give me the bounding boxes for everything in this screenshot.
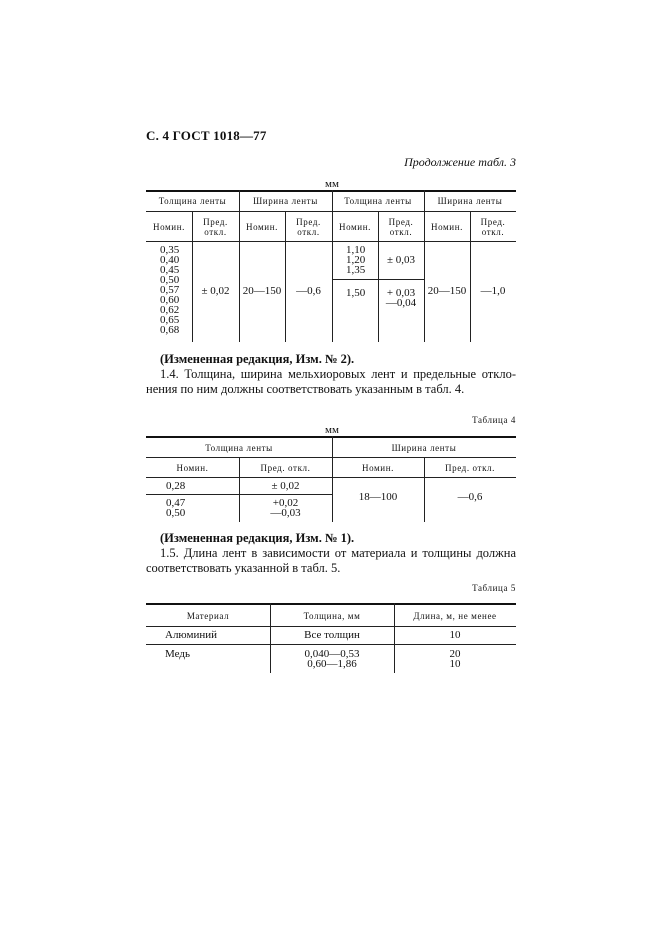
t5-row2-length: 20 10 xyxy=(449,648,461,670)
t5-h-material: Материал xyxy=(186,611,230,621)
t3-group-thickness-2: Толщина ленты xyxy=(344,196,412,206)
t3-h-dev-4: Пред. откл. xyxy=(480,217,506,237)
t5-row2-thickness: 0,040—0,53 0,60—1,86 xyxy=(304,648,360,670)
t3-right-width: 20—150 xyxy=(427,285,467,297)
t4-h-nom: Номин. xyxy=(176,463,209,473)
t4-row1-dev: ± 0,02 xyxy=(271,480,300,492)
amendment-note-1: (Измененная редакция, Изм. № 1). xyxy=(160,531,355,545)
t4-h-nom2: Номин. xyxy=(361,463,394,473)
paragraph-1-4: 1.4. Толщина, ширина мельхиоровых лент и предельные отклонения по ним должны соответствовать указанным в табл. 4. xyxy=(146,367,516,396)
t3-right-thickness-b: 1,50 xyxy=(346,287,366,299)
t3-h-dev-3: Пред. откл. xyxy=(388,217,414,237)
table-3-unit: мм xyxy=(325,178,339,190)
t4-row2-nom: 0,47 0,50 xyxy=(166,497,186,519)
t5-row1-length: 10 xyxy=(449,629,461,641)
t3-h-nom-2: Номин. xyxy=(245,222,278,232)
t3-left-width-dev: —0,6 xyxy=(296,285,321,297)
amendment-note-2: (Измененная редакция, Изм. № 2). xyxy=(160,352,355,366)
table-5-caption: Таблица 5 xyxy=(472,583,516,593)
t3-h-nom-1: Номин. xyxy=(152,222,185,232)
t4-h-dev: Пред. откл. xyxy=(260,463,311,473)
t5-row2-material: Медь xyxy=(165,648,190,660)
page-header: С. 4 ГОСТ 1018—77 xyxy=(146,128,267,143)
t3-h-nom-3: Номин. xyxy=(338,222,371,232)
t5-h-length: Длина, м, не менее xyxy=(413,611,497,621)
table-continuation-caption: Продолжение табл. 3 xyxy=(404,155,516,169)
t4-h-dev2: Пред. откл. xyxy=(445,463,495,473)
t3-group-width-2: Ширина ленты xyxy=(437,196,503,206)
t4-row2-dev: +0,02 —0,03 xyxy=(270,497,301,519)
t4-group-thickness: Толщина ленты xyxy=(205,443,273,453)
t4-width: 18—100 xyxy=(358,491,398,503)
t3-right-thickness-a-dev: ± 0,03 xyxy=(386,254,416,266)
t3-h-nom-4: Номин. xyxy=(430,222,463,232)
t3-group-width-1: Ширина ленты xyxy=(253,196,318,206)
t3-right-thickness-a: 1,10 1,20 1,35 xyxy=(346,244,366,276)
t3-left-thickness-dev: ± 0,02 xyxy=(201,285,230,297)
t3-right-width-dev: —1,0 xyxy=(480,285,506,297)
t4-group-width: Ширина ленты xyxy=(391,443,457,453)
table-4-caption: Таблица 4 xyxy=(472,415,516,425)
t3-h-dev-2: Пред. откл. xyxy=(296,217,321,237)
t5-row1-material: Алюминий xyxy=(165,629,218,641)
t3-left-thickness-list: 0,35 0,40 0,45 0,50 0,57 0,60 0,62 0,65 0,68 xyxy=(160,244,180,336)
t4-width-dev: —0,6 xyxy=(457,491,483,503)
paragraph-1-5: 1.5. Длина лент в зависимости от материала и толщины должна соответствовать указанной в табл. 5. xyxy=(146,546,516,575)
t3-left-width: 20—150 xyxy=(242,285,282,297)
t5-row1-thickness: Все толщин xyxy=(304,629,360,641)
t3-right-thickness-b-dev: + 0,03 —0,04 xyxy=(385,287,417,309)
t5-h-thickness: Толщина, мм xyxy=(303,611,361,621)
t4-row1-nom: 0,28 xyxy=(166,480,186,492)
t3-group-thickness-1: Толщина ленты xyxy=(158,196,227,206)
t3-h-dev-1: Пред. откл. xyxy=(203,217,228,237)
table-4-unit: мм xyxy=(325,424,339,436)
